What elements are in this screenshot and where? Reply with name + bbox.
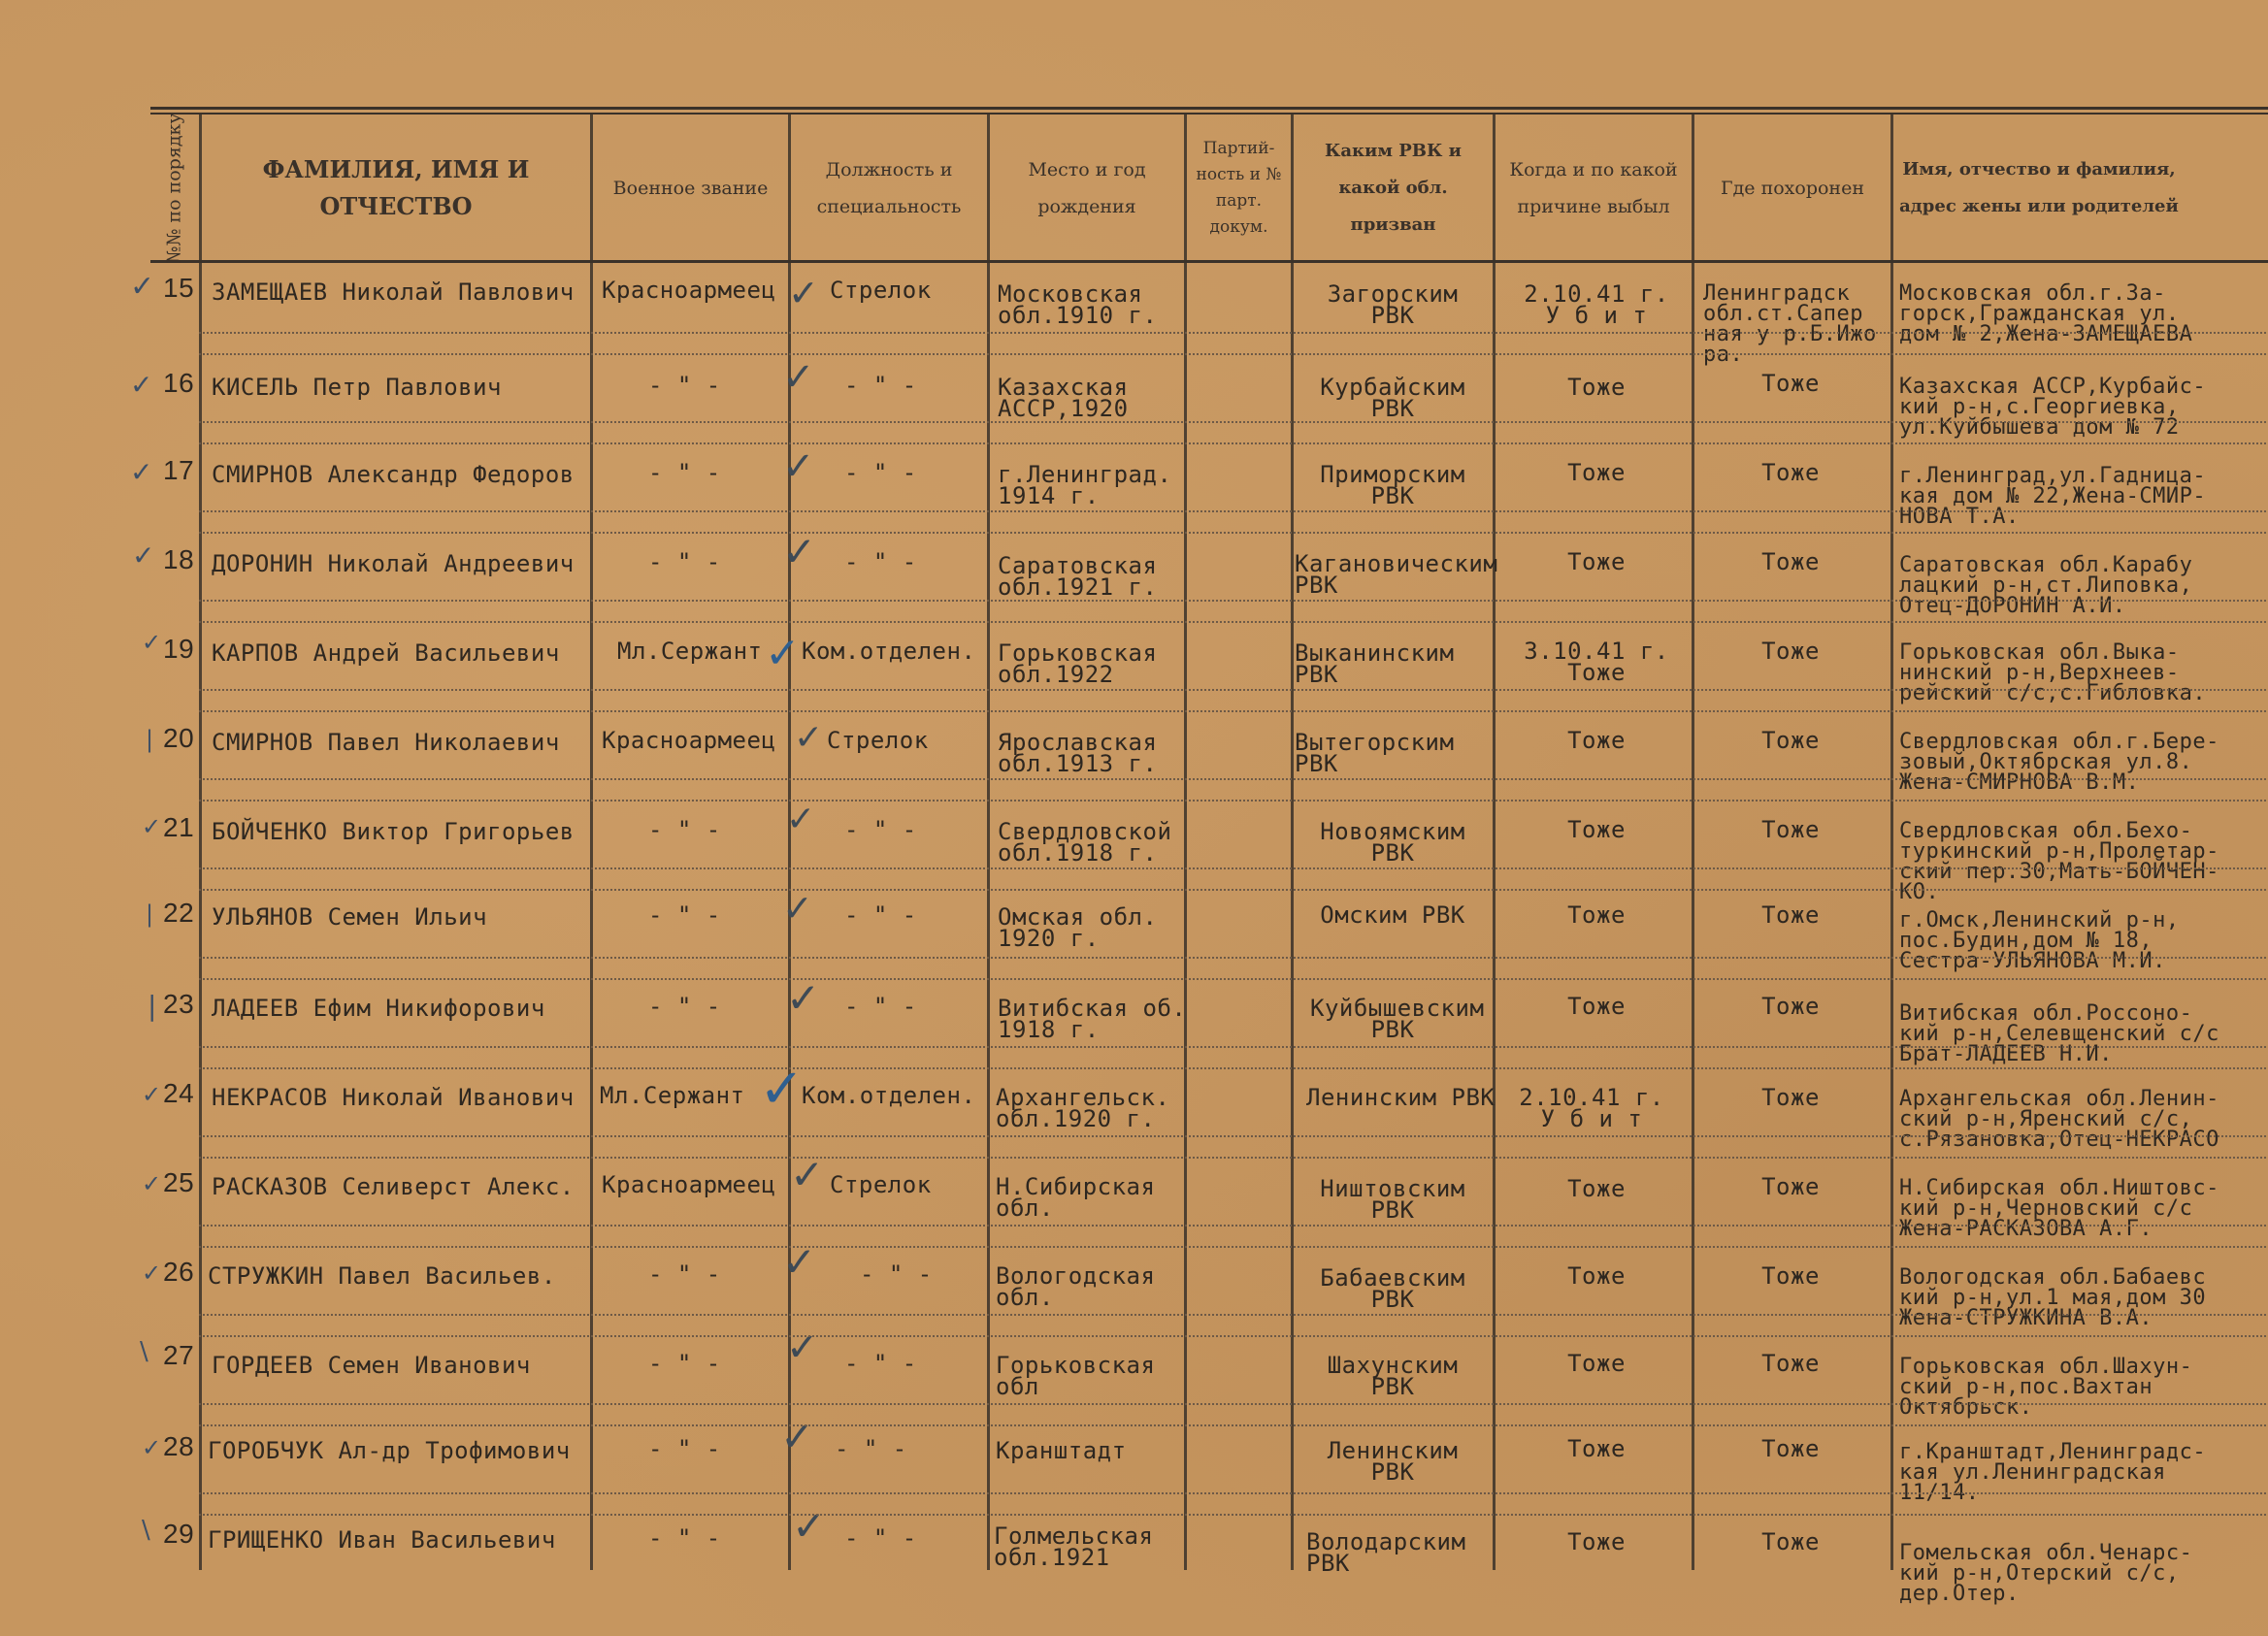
check-mark-icon: ✓ xyxy=(792,1502,827,1550)
row-separator xyxy=(199,353,2266,355)
check-mark-icon: ✓ xyxy=(790,1151,825,1198)
row-birth: Вологодская обл. xyxy=(996,1262,1156,1311)
row-when: Тоже xyxy=(1567,548,1626,575)
row-separator xyxy=(199,1335,2266,1337)
check-mark-icon: | xyxy=(146,726,154,753)
row-buried: Тоже xyxy=(1761,638,1820,665)
row-rank: Красноармеец xyxy=(602,277,776,304)
row-when: Тоже xyxy=(1567,1435,1626,1462)
check-mark-icon: ✓ xyxy=(142,1081,162,1108)
row-buried: Тоже xyxy=(1761,1350,1820,1377)
table-row xyxy=(0,1325,2268,1430)
row-birth: Голмельская обл.1921 xyxy=(994,1522,1154,1571)
row-separator xyxy=(199,867,2266,869)
row-name: ЛАДЕЕВ Ефим Никифорович xyxy=(212,995,545,1022)
row-rvk: Выканинским РВК xyxy=(1295,639,1455,688)
row-rank: - " - xyxy=(648,901,721,929)
row-buried: Тоже xyxy=(1761,1262,1820,1290)
header-buried: Где похоронен xyxy=(1721,178,1864,199)
header-birth: Место и год рождения xyxy=(1028,159,1146,217)
row-when: Тоже xyxy=(1567,1175,1626,1202)
row-relatives: Московская обл.г.За- горск,Гражданская ул. дом № 2,Жена-ЗАМЕЩАЕВА xyxy=(1899,281,2193,346)
row-position: - " - xyxy=(844,459,917,486)
check-mark-icon: ✓ xyxy=(132,540,155,572)
row-separator xyxy=(199,957,2266,959)
check-mark-icon: ✓ xyxy=(130,369,153,401)
row-birth: Свердловской обл.1918 г. xyxy=(998,818,1172,867)
row-rank: - " - xyxy=(648,372,721,399)
table-row xyxy=(0,270,2268,367)
row-separator xyxy=(199,978,2266,980)
check-mark-icon: | xyxy=(146,900,154,928)
row-number: 15 xyxy=(163,273,195,303)
row-separator xyxy=(199,1225,2266,1227)
header-relatives: Имя, отчество и фамилия, адрес жены или родителей xyxy=(1899,159,2179,216)
row-separator xyxy=(199,1157,2266,1159)
row-when: Тоже xyxy=(1567,1350,1626,1377)
row-position: Ком.отделен. xyxy=(802,1082,976,1109)
top-rule xyxy=(150,107,2268,110)
check-mark-icon: ✓ xyxy=(142,1170,162,1197)
row-separator xyxy=(199,778,2266,780)
row-name: КИСЕЛЬ Петр Павлович xyxy=(212,374,502,401)
row-buried: Тоже xyxy=(1761,370,1820,397)
row-relatives: Саратовская обл.Карабу лацкий р-н,ст.Липовка, Отец-ДОРОНИН А.И. xyxy=(1899,553,2193,618)
row-when: Тоже xyxy=(1567,901,1626,929)
row-rvk: Ништовским РВК xyxy=(1320,1175,1465,1224)
row-position: - " - xyxy=(844,372,917,399)
row-birth: Витибская об. 1918 г. xyxy=(998,995,1187,1043)
row-birth: Кранштадт xyxy=(996,1437,1127,1464)
row-number: 27 xyxy=(163,1340,195,1370)
row-birth: Омская обл. 1920 г. xyxy=(998,903,1158,952)
check-mark-icon: ✓ xyxy=(780,1413,815,1460)
row-number: 23 xyxy=(163,989,195,1019)
row-name: ГРИЩЕНКО Иван Васильевич xyxy=(208,1526,556,1554)
row-separator xyxy=(199,800,2266,802)
row-number: 25 xyxy=(163,1167,195,1197)
row-name: НЕКРАСОВ Николай Иванович xyxy=(212,1084,575,1111)
row-position: - " - xyxy=(844,993,917,1020)
row-buried: Тоже xyxy=(1761,727,1820,754)
check-mark-icon: ✓ xyxy=(786,974,821,1022)
row-name: РАСКАЗОВ Селиверст Алекс. xyxy=(212,1173,575,1200)
row-position: - " - xyxy=(844,901,917,929)
row-separator xyxy=(199,689,2266,691)
row-relatives: Свердловская обл.Бехо- туркинский р-н,Пролетар- ский пер.30,Мать-БОЙЧЕН- КО. xyxy=(1899,819,2219,904)
row-relatives: г.Кранштадт,Ленинградс- кая ул.Ленинградская 11/14. xyxy=(1899,1440,2207,1505)
row-rvk: Вытегорским РВК xyxy=(1295,729,1455,777)
row-rvk: Новоямским РВК xyxy=(1320,818,1465,867)
table-row xyxy=(0,1058,2268,1162)
row-rvk: Ленинским РВК xyxy=(1306,1084,1496,1111)
row-rank: - " - xyxy=(648,1350,721,1377)
row-position: Стрелок xyxy=(830,277,932,304)
row-name: ДОРОНИН Николай Андреевич xyxy=(212,550,575,577)
row-rvk: Загорским РВК xyxy=(1327,280,1459,329)
table-row xyxy=(0,1502,2268,1609)
row-position: Стрелок xyxy=(827,727,929,754)
row-when: Тоже xyxy=(1567,374,1626,401)
check-mark-icon: ✓ xyxy=(782,1238,817,1286)
row-buried: Ленинградск обл.ст.Сапер ная у р.Б.Ижо ра. xyxy=(1703,281,1877,367)
row-relatives: Гомельская обл.Ченарс- кий р-н,Отерский с/с, дер.Отер. xyxy=(1899,1541,2193,1606)
row-separator xyxy=(199,1135,2266,1137)
table-row xyxy=(0,1151,2268,1252)
row-relatives: Горьковская обл.Шахун- ский р-н,пос.Вахтан Октябрьск. xyxy=(1899,1355,2193,1420)
check-mark-icon: ✓ xyxy=(142,629,162,656)
check-mark-icon: | xyxy=(148,990,157,1022)
check-mark-icon: ✓ xyxy=(142,813,162,840)
header-rvk: Каким РВК и какой обл. призван xyxy=(1324,141,1463,235)
row-separator xyxy=(199,510,2266,512)
check-mark-icon: ✓ xyxy=(130,270,155,304)
row-separator xyxy=(199,532,2266,534)
row-separator xyxy=(199,889,2266,891)
row-rvk: Володарским РВК xyxy=(1306,1528,1466,1577)
row-buried: Тоже xyxy=(1761,1084,1820,1111)
row-when: 3.10.41 г. Тоже xyxy=(1524,638,1669,686)
check-mark-icon: ✓ xyxy=(765,629,801,678)
row-name: КАРПОВ Андрей Васильевич xyxy=(212,639,560,667)
row-rank: Красноармеец xyxy=(602,1171,776,1198)
row-when: Тоже xyxy=(1567,1528,1626,1555)
row-when: 2.10.41 г. У б и т xyxy=(1519,1084,1664,1132)
row-rvk: Омским РВК xyxy=(1320,901,1465,929)
row-when: Тоже xyxy=(1567,1262,1626,1290)
row-number: 22 xyxy=(163,898,195,928)
row-when: Тоже xyxy=(1567,459,1626,486)
row-relatives: Горьковская обл.Выка- нинский р-н,Верхнеев- рейский с/с,с.Гибловка. xyxy=(1899,640,2207,705)
row-relatives: Казахская АССР,Курбайс- кий р-н,с.Георгиевка, ул.Куйбышева дом № 72 xyxy=(1899,375,2207,440)
table-row xyxy=(0,355,2268,448)
row-separator xyxy=(199,1514,2266,1516)
table-row xyxy=(0,1238,2268,1341)
row-rvk: Приморским РВК xyxy=(1320,461,1465,509)
header-when: Когда и по какой причине выбыл xyxy=(1509,159,1678,217)
table-row xyxy=(0,800,2268,904)
check-mark-icon: ✓ xyxy=(788,272,819,314)
header-party: Партий- ность и № парт. докум. xyxy=(1196,139,1282,237)
row-buried: Тоже xyxy=(1761,459,1820,486)
row-when: 2.10.41 г. У б и т xyxy=(1524,280,1669,329)
row-buried: Тоже xyxy=(1761,1435,1820,1462)
check-mark-icon: ✓ xyxy=(759,1058,805,1121)
row-position: Ком.отделен. xyxy=(802,638,976,665)
check-mark-icon: \ xyxy=(140,1337,148,1366)
row-relatives: Н.Сибирская обл.Ништовс- кий р-н,Черновский с/с Жена-РАСКАЗОВА А.Г. xyxy=(1899,1176,2219,1241)
row-birth: Горьковская обл xyxy=(996,1352,1156,1400)
row-rvk: Шахунским РВК xyxy=(1327,1352,1459,1400)
row-buried: Тоже xyxy=(1761,548,1820,575)
row-position: - " - xyxy=(844,1350,917,1377)
row-birth: Н.Сибирская обл. xyxy=(996,1173,1156,1222)
table-row xyxy=(0,887,2268,984)
row-when: Тоже xyxy=(1567,727,1626,754)
row-rvk: Куйбышевским РВК xyxy=(1310,995,1485,1043)
row-relatives: Витибская обл.Россоно- кий р-н,Селевщенский с/с Брат-ЛАДЕЕВ Н.И. xyxy=(1899,1001,2219,1066)
row-separator xyxy=(199,710,2266,712)
row-number: 20 xyxy=(163,723,195,753)
check-mark-icon: ✓ xyxy=(782,887,813,930)
row-separator xyxy=(199,1314,2266,1316)
row-separator xyxy=(199,1046,2266,1048)
row-birth: Казахская АССР,1920 xyxy=(998,374,1129,422)
row-relatives: г.Ленинград,ул.Гадница- кая дом № 22,Жена-СМИР- НОВА Т.А. xyxy=(1899,464,2207,529)
row-number: 21 xyxy=(163,812,195,842)
check-mark-icon: ✓ xyxy=(142,1434,162,1461)
row-separator xyxy=(199,1067,2266,1069)
table-row xyxy=(0,528,2268,627)
row-position: - " - xyxy=(835,1435,907,1462)
row-buried: Тоже xyxy=(1761,993,1820,1020)
row-buried: Тоже xyxy=(1761,816,1820,843)
row-rvk: Бабаевским РВК xyxy=(1320,1264,1465,1313)
row-relatives: Свердловская обл.г.Бере- зовый,Октябрская ул.8. Жена-СМИРНОВА В.М. xyxy=(1899,730,2219,795)
row-number: 19 xyxy=(163,634,195,664)
row-position: - " - xyxy=(844,816,917,843)
check-mark-icon: ✓ xyxy=(782,528,817,575)
header-number xyxy=(150,115,199,262)
row-rank: Мл.Сержант xyxy=(617,638,763,665)
row-number: 17 xyxy=(163,455,195,485)
row-rvk: Ленинским РВК xyxy=(1327,1437,1459,1486)
row-birth: Саратовская обл.1921 г. xyxy=(998,552,1158,601)
row-name: БОЙЧЕНКО Виктор Григорьев xyxy=(212,818,575,845)
row-birth: Московская обл.1910 г. xyxy=(998,280,1158,329)
row-name: ГОРОБЧУК Ал-др Трофимович xyxy=(208,1437,571,1464)
row-birth: г.Ленинград. 1914 г. xyxy=(998,461,1172,509)
row-relatives: г.Омск,Ленинский р-н, пос.Будин,дом № 18, Сестра-УЛЬЯНОВА М.И. xyxy=(1899,908,2180,973)
row-separator xyxy=(199,1403,2266,1405)
row-number: 18 xyxy=(163,544,195,574)
table-row xyxy=(0,627,2268,716)
row-birth: Архангельск. обл.1920 г. xyxy=(996,1084,1170,1132)
table-row xyxy=(0,1413,2268,1520)
check-mark-icon: ✓ xyxy=(782,444,815,489)
row-rvk: Курбайским РВК xyxy=(1320,374,1465,422)
row-number: 29 xyxy=(163,1519,195,1549)
row-rank: Мл.Сержант xyxy=(600,1082,745,1109)
row-name: СМИРНОВ Александр Федоров xyxy=(212,461,575,488)
row-separator xyxy=(199,1492,2266,1494)
row-rank: - " - xyxy=(648,1524,721,1552)
row-position: - " - xyxy=(844,1524,917,1552)
row-separator xyxy=(199,421,2266,423)
row-separator xyxy=(199,600,2266,602)
row-relatives: Архангельская обл.Ленин- ский р-н,Яренский с/с, с.Рязановка,Отец-НЕКРАСО xyxy=(1899,1087,2219,1152)
check-mark-icon: ✓ xyxy=(130,456,153,488)
table-row xyxy=(0,444,2268,538)
row-rank: - " - xyxy=(648,1260,721,1288)
check-mark-icon: \ xyxy=(142,1516,150,1545)
row-name: УЛЬЯНОВ Семен Ильич xyxy=(212,903,488,931)
row-rank: - " - xyxy=(648,1435,721,1462)
check-mark-icon: ✓ xyxy=(782,355,815,400)
check-mark-icon: ✓ xyxy=(794,718,824,758)
table-row xyxy=(0,716,2268,805)
header-rank: Военное звание xyxy=(612,178,769,199)
row-number: 24 xyxy=(163,1078,195,1108)
row-rank: - " - xyxy=(648,548,721,575)
row-buried: Тоже xyxy=(1761,1528,1820,1555)
row-separator xyxy=(199,332,2266,334)
header-name: ФАМИЛИЯ, ИМЯ И ОТЧЕСТВО xyxy=(262,155,530,220)
row-position: Стрелок xyxy=(830,1171,932,1198)
row-name: СТРУЖКИН Павел Васильев. xyxy=(208,1262,556,1290)
header-position: Должность и специальность xyxy=(816,159,962,217)
row-separator xyxy=(199,1424,2266,1426)
row-relatives: Вологодская обл.Бабаевс кий р-н,ул.1 мая,дом 30 Жена-СТРУЖКИНА В.А. xyxy=(1899,1265,2207,1330)
check-mark-icon: ✓ xyxy=(786,1325,819,1370)
header-number-text: №№ по порядку xyxy=(164,113,185,264)
row-rank: - " - xyxy=(648,816,721,843)
row-number: 28 xyxy=(163,1431,195,1461)
row-separator xyxy=(199,442,2266,444)
row-rank: - " - xyxy=(648,993,721,1020)
row-position: - " - xyxy=(844,548,917,575)
row-birth: Ярославская обл.1913 г. xyxy=(998,729,1158,777)
row-when: Тоже xyxy=(1567,993,1626,1020)
row-separator xyxy=(199,1246,2266,1248)
row-birth: Горьковская обл.1922 xyxy=(998,639,1158,688)
row-buried: Тоже xyxy=(1761,901,1820,929)
check-mark-icon: ✓ xyxy=(786,800,816,839)
row-when: Тоже xyxy=(1567,816,1626,843)
table-row xyxy=(0,974,2268,1073)
row-buried: Тоже xyxy=(1761,1173,1820,1200)
row-rank: - " - xyxy=(648,459,721,486)
row-rank: Красноармеец xyxy=(602,727,776,754)
row-name: ГОРДЕЕВ Семен Иванович xyxy=(212,1352,531,1379)
row-position: - " - xyxy=(860,1260,933,1288)
row-name: СМИРНОВ Павел Николаевич xyxy=(212,729,560,756)
row-number: 16 xyxy=(163,368,195,398)
check-mark-icon: ✓ xyxy=(142,1260,162,1287)
row-number: 26 xyxy=(163,1257,195,1287)
row-separator xyxy=(199,621,2266,623)
row-rvk: Кагановическим РВК xyxy=(1295,550,1498,599)
row-name: ЗАМЕЩАЕВ Николай Павлович xyxy=(212,278,575,306)
